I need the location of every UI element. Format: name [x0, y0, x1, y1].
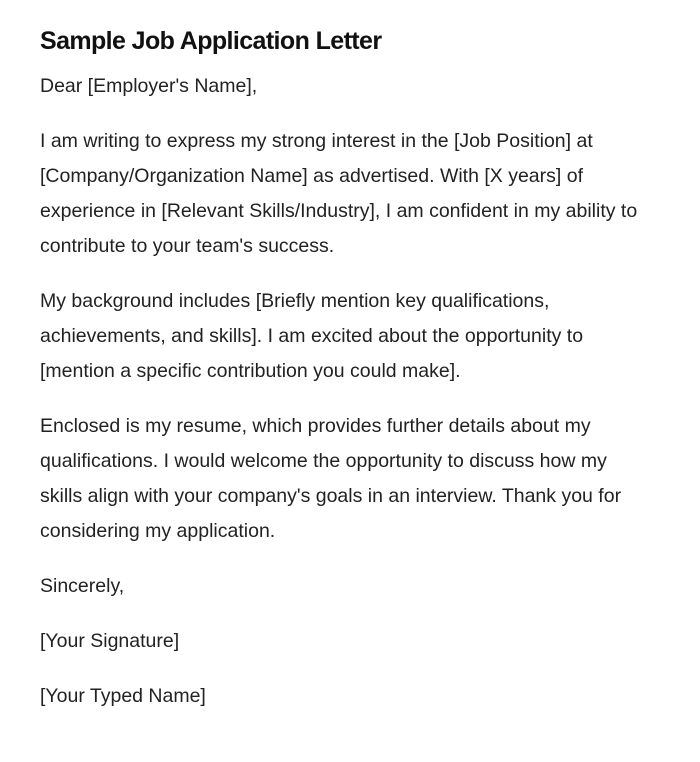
letter-paragraph-background: My background includes [Briefly mention key qualifications, achievements, and skills]. I am excited about the opportunity to [mention a specific contribution you could make].: [40, 290, 584, 382]
letter-title: Sample Job Application Letter: [40, 27, 382, 55]
letter-typed-name: [Your Typed Name]: [40, 685, 206, 707]
letter-signature: [Your Signature]: [40, 630, 180, 652]
letter-document: [40, 24, 652, 714]
letter-paragraph-enclosure: Enclosed is my resume, which provides further details about my qualifications. I would welcome the opportunity to discuss how my skills align with your company's goals in an interview. Thank you for considering my application.: [40, 415, 622, 542]
letter-closing: Sincerely,: [40, 575, 125, 597]
letter-paragraph-intro: I am writing to express my strong interest in the [Job Position] at [Company/Organization Name] as advertised. With [X years] of experience in [Relevant Skills/Industry], I am confident in my ability to contribute to your team's success.: [40, 130, 638, 257]
letter-salutation: Dear [Employer's Name],: [40, 75, 258, 97]
